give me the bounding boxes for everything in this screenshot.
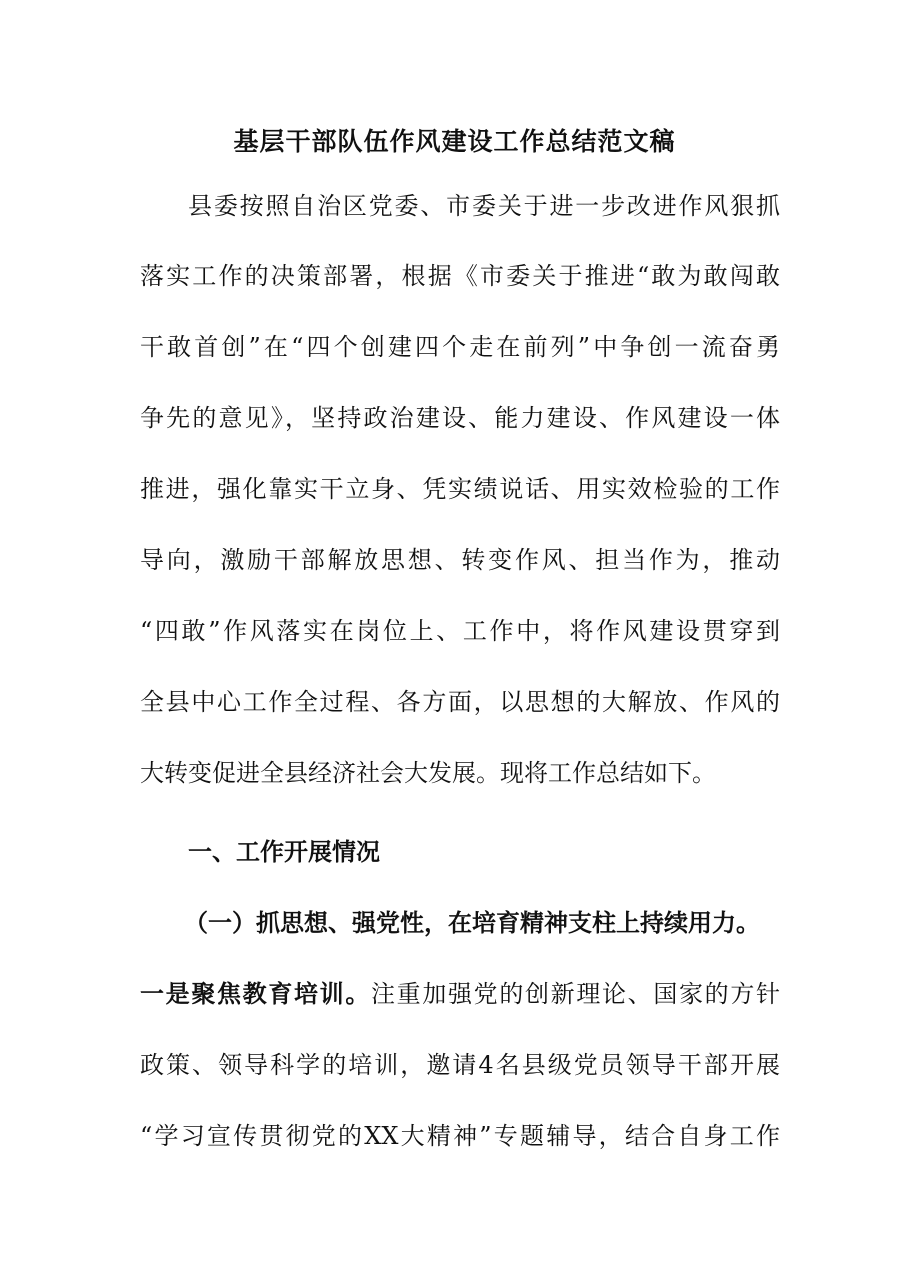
intro-line-2: 落实工作的决策部署，根据《市委关于推进“敢为敢闯敢 bbox=[140, 262, 780, 290]
intro-line-9: 大转变促进全县经济社会大发展。现将工作总结如下。 bbox=[140, 759, 716, 787]
intro-line-4: 争先的意见》，坚持政治建设、能力建设、作风建设一体 bbox=[140, 404, 780, 432]
intro-line-6: 导向，激励干部解放思想、转变作风、担当作为，推动 bbox=[140, 546, 780, 574]
paragraph-2-line-1-text: 注重加强党的创新理论、国家的方针 bbox=[371, 980, 780, 1008]
intro-line-5: 推进，强化靠实干立身、凭实绩说话、用实效检验的工作 bbox=[140, 475, 780, 503]
section-heading: 一、工作开展情况 bbox=[188, 837, 380, 866]
paragraph-2-lead: 一是聚焦教育培训。 bbox=[140, 979, 371, 1008]
paragraph-2-line-2: 政策、领导科学的培训，邀请4名县级党员领导干部开展 bbox=[140, 1051, 780, 1079]
intro-line-3: 干敢首创”在“四个创建四个走在前列”中争创一流奋勇 bbox=[140, 333, 780, 361]
subsection-heading: （一）抓思想、强党性，在培育精神支柱上持续用力。 bbox=[184, 908, 760, 937]
intro-line-8: 全县中心工作全过程、各方面，以思想的大解放、作风的 bbox=[140, 688, 780, 716]
intro-line-7: “四敢”作风落实在岗位上、工作中，将作风建设贯穿到 bbox=[140, 617, 780, 645]
document-title: 基层干部队伍作风建设工作总结范文稿 bbox=[233, 127, 676, 156]
intro-line-1: 县委按照自治区党委、市委关于进一步改进作风狠抓 bbox=[188, 192, 780, 220]
paragraph-2-line-1 bbox=[140, 974, 780, 1014]
paragraph-2-line-3: “学习宣传贯彻党的XX大精神”专题辅导，结合自身工作 bbox=[140, 1122, 780, 1150]
